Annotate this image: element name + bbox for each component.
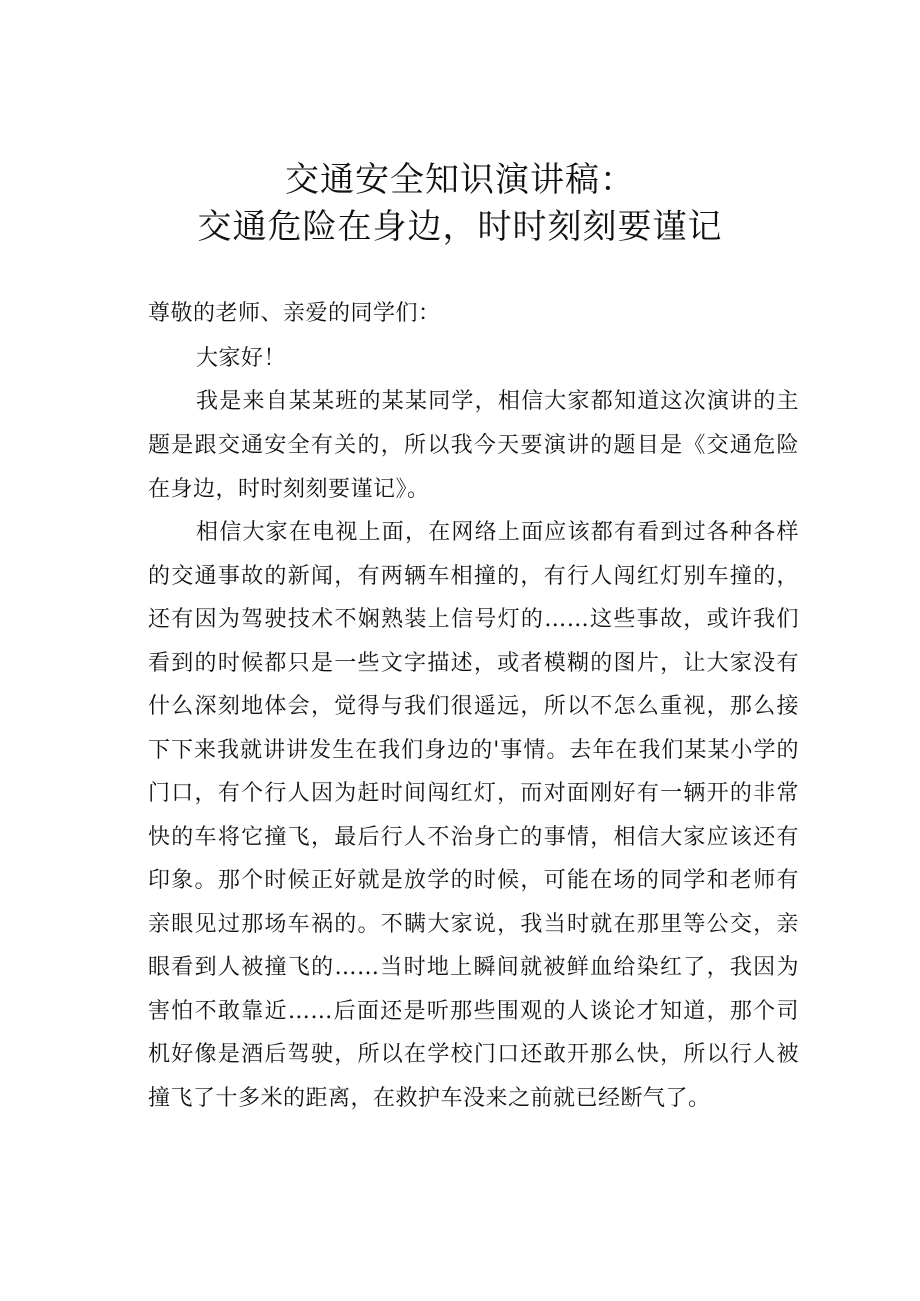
paragraph-2-line: 眼看到人被撞飞的……当时地上瞬间就被鲜血给染红了，我因为	[148, 955, 799, 980]
paragraph-2-line: 相信大家在电视上面，在网络上面应该都有看到过各种各样	[196, 520, 799, 545]
paragraph-2-line: 机好像是酒后驾驶，所以在学校门口还敢开那么快，所以行人被	[148, 1042, 799, 1067]
paragraph-2-line: 撞飞了十多米的距离，在救护车没来之前就已经断气了。	[148, 1086, 711, 1111]
paragraph-2-line: 印象。那个时候正好就是放学的时候，可能在场的同学和老师有	[148, 868, 799, 893]
paragraph-2-line: 害怕不敢靠近……后面还是听那些围观的人谈论才知道，那个司	[148, 999, 799, 1024]
paragraph-1-line: 题是跟交通安全有关的，所以我今天要演讲的题目是《交通危险	[148, 433, 799, 458]
salutation: 尊敬的老师、亲爱的同学们：	[148, 301, 441, 326]
paragraph-2-line: 门口，有个行人因为赶时间闯红灯，而对面刚好有一辆开的非常	[148, 781, 799, 806]
paragraph-2-line: 的交通事故的新闻，有两辆车相撞的，有行人闯红灯别车撞的，	[148, 564, 799, 589]
greeting: 大家好！	[196, 346, 287, 371]
document-title-line-1: 交通安全知识演讲稿：	[285, 160, 635, 200]
paragraph-1-line: 我是来自某某班的某某同学，相信大家都知道这次演讲的主	[196, 389, 799, 414]
paragraph-2-line: 下下来我就讲讲发生在我们身边的'事情。去年在我们某某小学的	[148, 738, 799, 763]
paragraph-2-line: 看到的时候都只是一些文字描述，或者模糊的图片，让大家没有	[148, 651, 799, 676]
document-title-line-2: 交通危险在身边，时时刻刻要谨记	[197, 207, 723, 247]
paragraph-1-line: 在身边，时时刻刻要谨记》。	[148, 477, 430, 502]
paragraph-2-line: 亲眼见过那场车祸的。不瞒大家说，我当时就在那里等公交，亲	[148, 912, 799, 937]
paragraph-2-line: 快的车将它撞飞，最后行人不治身亡的事情，相信大家应该还有	[148, 825, 799, 850]
paragraph-2-line: 还有因为驾驶技术不娴熟装上信号灯的……这些事故，或许我们	[148, 607, 799, 632]
paragraph-2-line: 什么深刻地体会，觉得与我们很遥远，所以不怎么重视，那么接	[148, 694, 799, 719]
